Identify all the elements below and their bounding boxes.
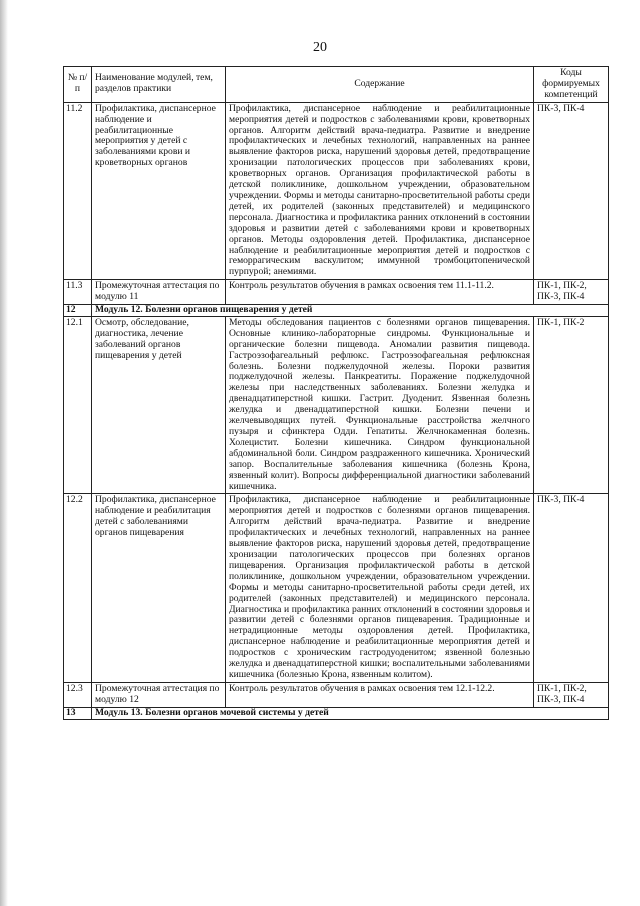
page-number: 20 (313, 40, 327, 55)
module-title: Модуль 13. Болезни органов мочевой системы у детей (92, 707, 609, 719)
row-name: Осмотр, обследование, диагностика, лечение заболеваний органов пищеварения у детей (92, 316, 226, 494)
table-row (64, 102, 609, 280)
module-num: 13 (64, 707, 92, 719)
row-num: 12.1 (64, 316, 92, 494)
module-title: Модуль 12. Болезни органов пищеварения у детей (92, 305, 609, 317)
header-num: № п/п (64, 67, 92, 103)
row-codes: ПК-1, ПК-2 (534, 316, 609, 494)
table-row (64, 280, 609, 305)
row-name: Профилактика, диспансерное наблюдение и реабилитация детей с заболеваниями органов пищеварения (92, 494, 226, 682)
row-content: Профилактика, диспансерное наблюдение и реабилитационные мероприятия детей и подростков с болезнями органов пищеварения. Алгоритм действий врача-педиатра. Развитие и внедрение профилактических и лечебных технологий, направленных на раннее выявление факторов риска, нарушений здоровья детей, предотвращение хронизации патологических процессов при болезнях органов пищеварения. Организация профилактической работы в детской поликлинике, дошкольном учреждении, образовательном учреждении. Формы и методы санитарно-просветительной работы среди детей, их родителей (законных представителей) и медицинского персонала. Диагностика и профилактика ранних отклонений в состоянии здоровья и развитии детей с болезнями органов пищеварения. Традиционные и нетрадиционные методы оздоровления детей. Профилактика, диспансерное наблюдение и реабилитационные мероприятия детей и подростков с хроническим гастродуоденитом; язвенной болезнью желудка и двенадцатиперстной кишки; воспалительными заболеваниями кишечника (болезнью Крона, язвенным колитом). (226, 494, 534, 682)
row-content: Контроль результатов обучения в рамках освоения тем 11.1-11.2. (226, 280, 534, 305)
row-content: Профилактика, диспансерное наблюдение и реабилитационные мероприятия детей и подростков с заболеваниями крови, кроветворных органов. Алгоритм действий врача-педиатра. Развитие и внедрение профилактических и лечебных технологий, направленных на раннее выявление факторов риска, нарушений здоровья детей, предотвращение хронизации патологических процессов при заболеваниях крови, кроветворных органов. Организация профилактической работы в детской поликлинике, дошкольном учреждении, образовательном учреждении. Формы и методы санитарно-просветительной работы среди детей, их родителей (законных представителей) и медицинского персонала. Диагностика и профилактика ранних отклонений в состоянии здоровья и развитии детей с заболеваниями крови и кроветворных органов. Методы оздоровления детей. Профилактика, диспансерное наблюдение и реабилитационные мероприятия детей и подростков с геморрагическим васкулитом; иммунной тромбоцитопенической пурпурой; анемиями. (226, 102, 534, 280)
row-name: Промежуточная аттестация по модулю 12 (92, 682, 226, 707)
module-num: 12 (64, 305, 92, 317)
table-header-row (64, 67, 609, 103)
row-content: Контроль результатов обучения в рамках освоения тем 12.1-12.2. (226, 682, 534, 707)
row-codes: ПК-1, ПК-2, ПК-3, ПК-4 (534, 682, 609, 707)
row-name: Профилактика, диспансерное наблюдение и реабилитационные мероприятия у детей с заболеваниями крови и кроветворных органов (92, 102, 226, 280)
row-num: 12.3 (64, 682, 92, 707)
row-num: 12.2 (64, 494, 92, 682)
module-row (64, 707, 609, 719)
table-row (64, 494, 609, 682)
row-codes: ПК-3, ПК-4 (534, 494, 609, 682)
curriculum-table (63, 66, 609, 720)
row-codes: ПК-3, ПК-4 (534, 102, 609, 280)
header-module: Наименование модулей, тем, разделов практики (92, 67, 226, 103)
table-row (64, 316, 609, 494)
header-codes: Коды формируемых компетенций (534, 67, 609, 103)
row-codes: ПК-1, ПК-2, ПК-3, ПК-4 (534, 280, 609, 305)
row-num: 11.2 (64, 102, 92, 280)
row-content: Методы обследования пациентов с болезнями органов пищеварения. Основные клинико-лабораторные синдромы. Функциональные и органические болезни пищевода. Аномалии развития пищевода. Гастроэзофагеальный рефлюкс. Гастроэзофагеальная рефлюксная болезнь. Болезни поджелудочной железы. Пороки развития поджелудочной железы. Панкреатиты. Поражение поджелудочной железы при наследственных заболеваниях. Болезни желудка и двенадцатиперстной кишки. Гастрит. Дуоденит. Язвенная болезнь желудка и двенадцатиперстной кишки. Болезни печени и желчевыводящих путей. Функциональные расстройства желчного пузыря и сфинктера Одди. Гепатиты. Желчнокаменная болезнь. Холецистит. Болезни кишечника. Синдром функциональной абдоминальной боли. Синдром раздраженного кишечника. Хронический запор. Воспалительные заболевания кишечника (болезнь Крона, язвенный колит). Вопросы дифференциальной диагностики заболеваний кишечника. (226, 316, 534, 494)
table-row (64, 682, 609, 707)
module-row (64, 305, 609, 317)
header-content: Содержание (226, 67, 534, 103)
row-num: 11.3 (64, 280, 92, 305)
scan-edge (0, 0, 8, 906)
row-name: Промежуточная аттестация по модулю 11 (92, 280, 226, 305)
